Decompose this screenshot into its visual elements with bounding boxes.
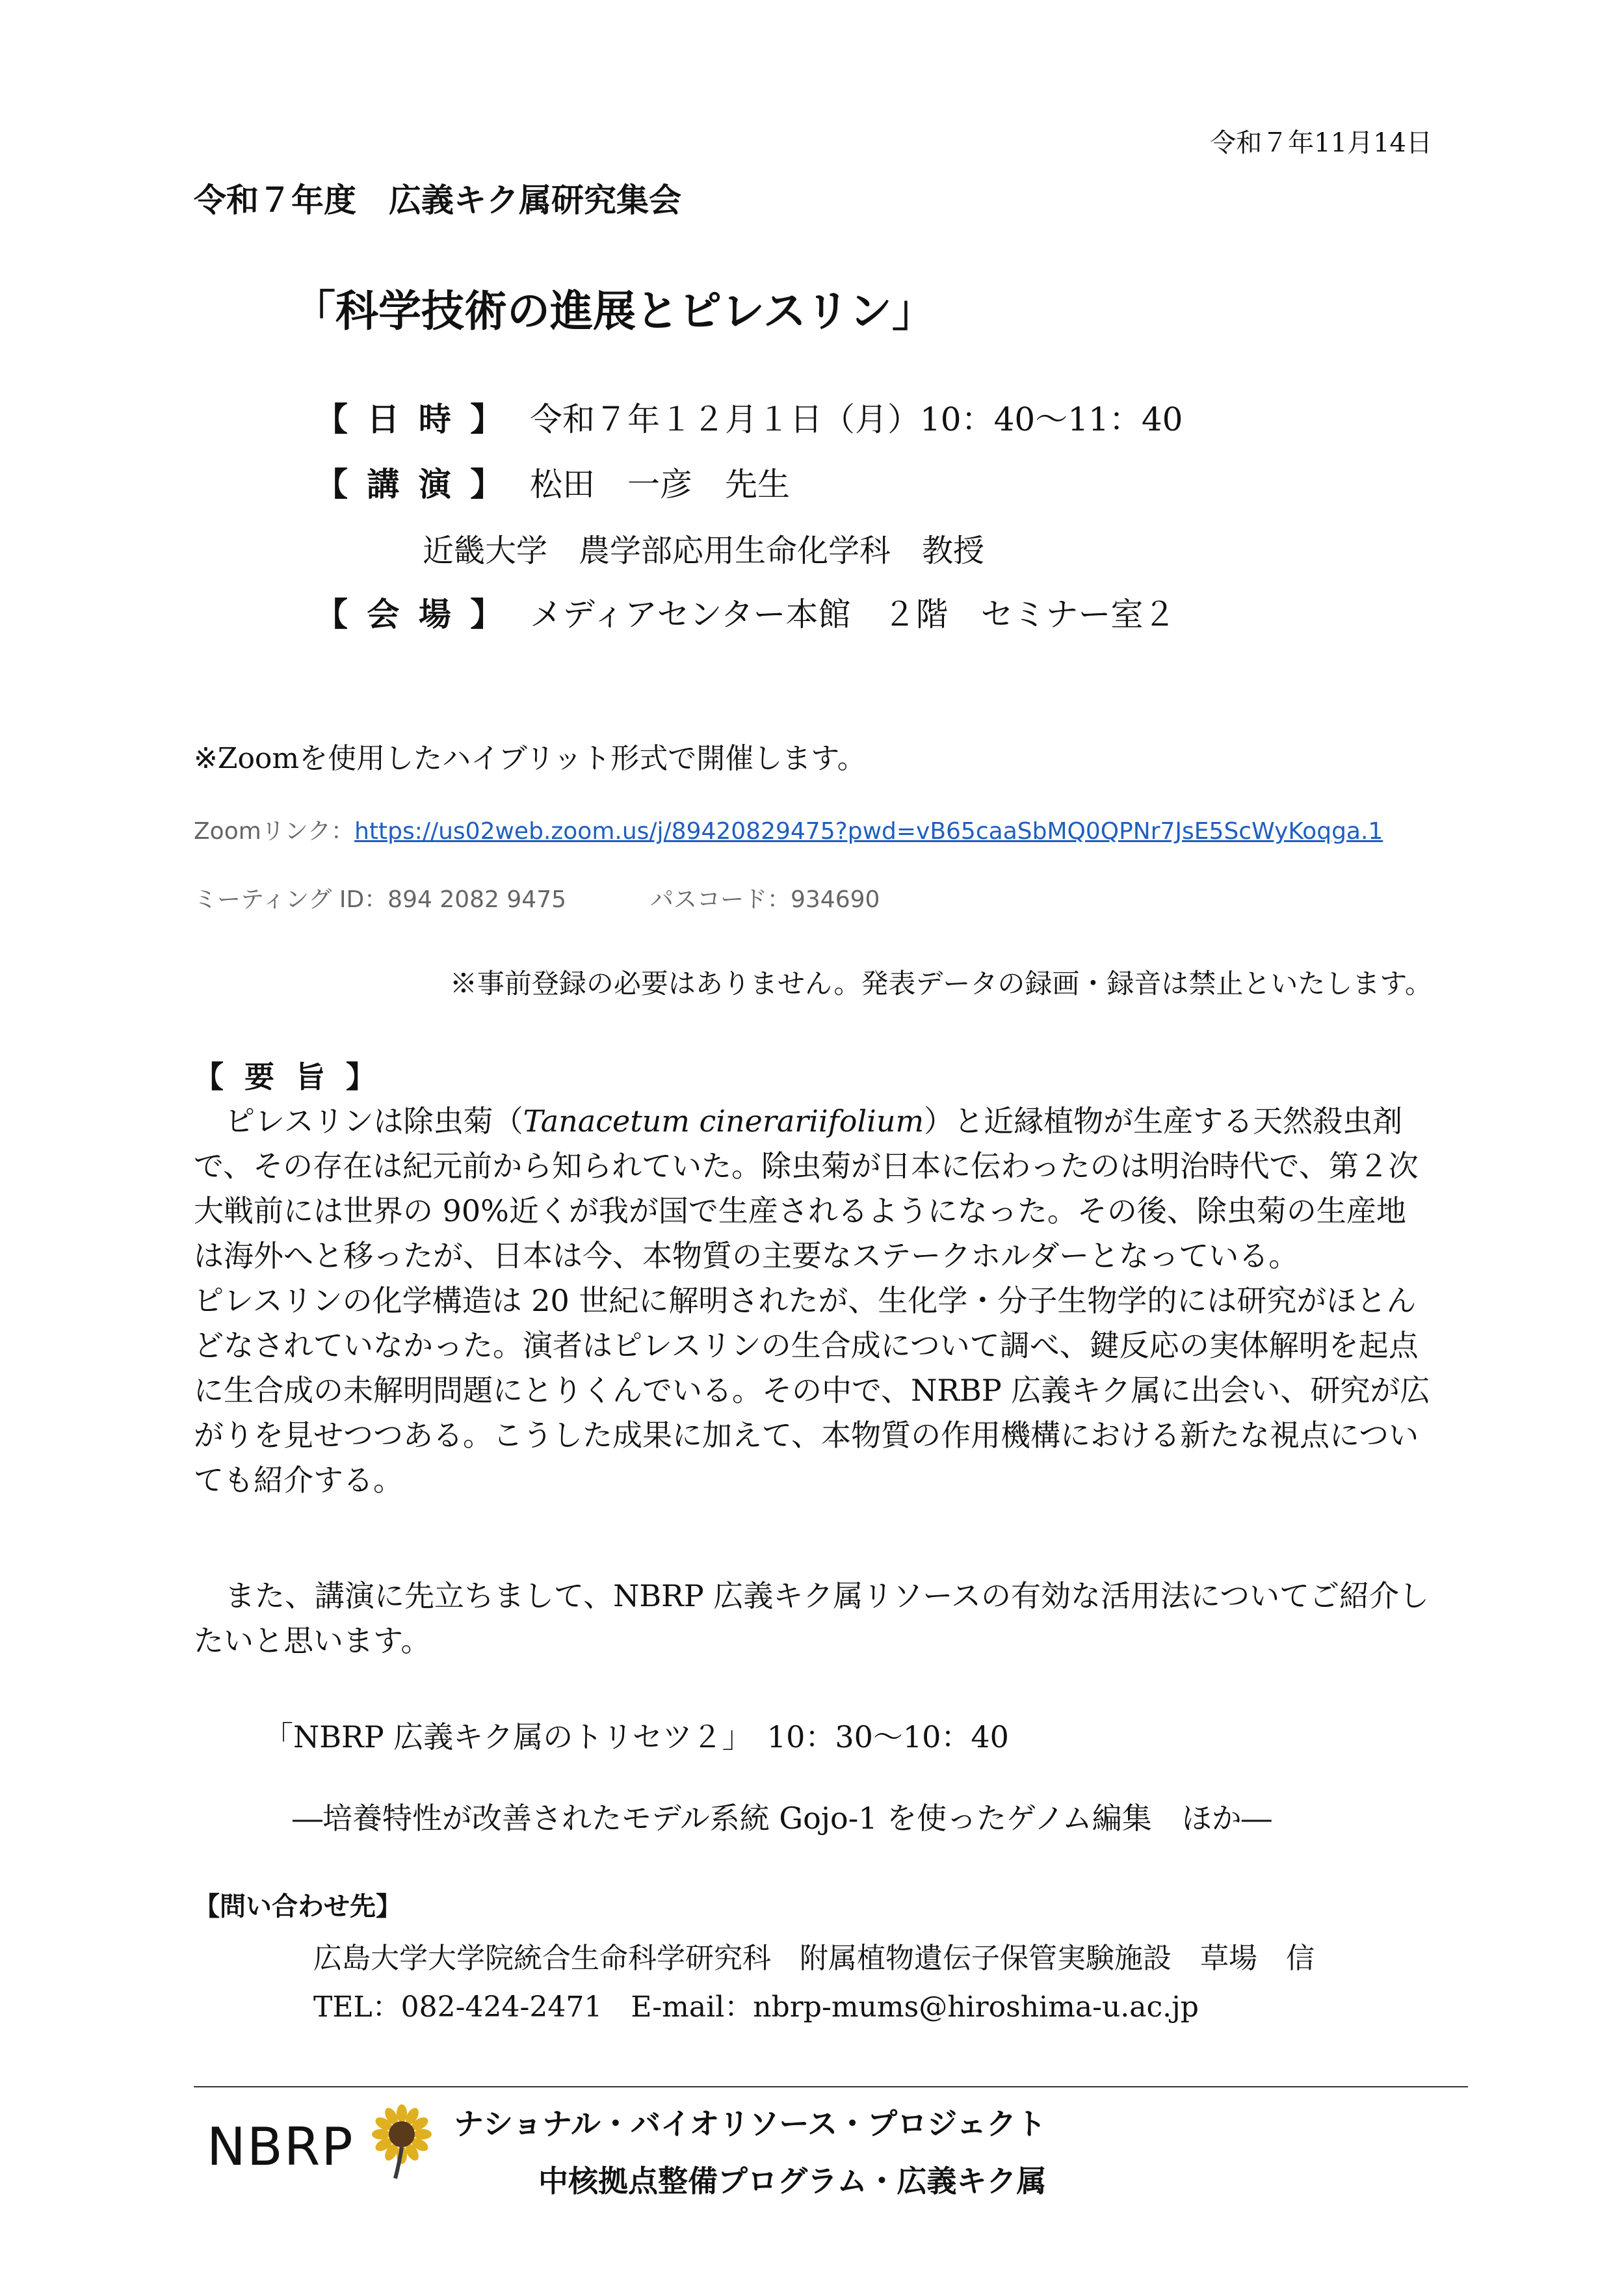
document-date: 令和７年11月14日 [1210,128,1432,158]
summary-heading: 【 要 旨 】 [194,1059,382,1094]
summary-p2-text: ピレスリンの化学構造は 20 世紀に解明されたが、生化学・分子生物学的には研究がほとんどなされていなかった。演者はピレスリンの生合成について調べ、鍵反応の実体解明を起点に生合成の未解明問題にとりくんでいる。その中で、NRBP 広義キク属に出会い、研究が広がりを見せつつある。こうした成果に加えて、本物質の作用機構における新たな視点についても紹介する。 [194,1283,1430,1498]
zoom-link-label: Zoomリンク： [194,818,355,845]
footer-program-name: 中核拠点整備プログラム・広義キク属 [538,2163,1047,2199]
passcode: パスコード：934690 [650,886,880,913]
speaker-label: 【 講 演 】 [315,465,507,503]
zoom-link[interactable]: https://us02web.zoom.us/j/89420829475?pwd=vB65caaSbMQ0QPNr7JsE5ScWyKoqga.1 [354,818,1383,845]
registration-note: ※事前登録の必要はありません。発表データの録画・録音は禁止といたします。 [449,968,1432,999]
venue-value: メディアセンター本館 ２階 セミナー室２ [530,596,1176,633]
contact-organization: 広島大学大学院統合生命科学研究科 附属植物遺伝子保管実験施設 草場 信 [313,1942,1315,1975]
flower-petal [397,2104,407,2123]
contact-details: TEL：082-424-2471 E-mail：nbrp-mums@hiroshima-u.ac.jp [313,1991,1199,2024]
talk-subtitle: ―培養特性が改善されたモデル系統 Gojo-1 を使ったゲノム編集 ほか― [293,1801,1272,1836]
speaker-affiliation: 近畿大学 農学部応用生命化学科 教授 [423,533,985,569]
nbrp-logo-text: NBRP [207,2117,354,2177]
summary-paragraph-2 [194,1278,1432,1503]
event-name: 令和７年度 広義キク属研究集会 [194,181,681,219]
summary-p1-end: ）と近縁植物が生産する天然殺虫剤で、その存在は紀元前から知られていた。除虫菊が日本に伝わったのは明治時代で、第２次大戦前には世界の 90%近くが我が国で生産されるようになった。その後、除虫菊の生産地は海外へと移ったが、日本は今、本物質の主要なステークホルダーとなっている。 [194,1104,1419,1273]
summary-paragraph-1 [194,1099,1432,1278]
species-name: Tanacetum cinerariifolium [523,1104,924,1139]
contact-heading: 【問い合わせ先】 [194,1892,402,1922]
summary-p1-start: ピレスリンは除虫菊（ [225,1104,523,1139]
zoom-link-line [194,813,1383,846]
speaker-value: 松田 一彦 先生 [530,466,790,503]
hybrid-note: ※Zoomを使用したハイブリット形式で開催します。 [194,742,866,775]
talk-title: 「NBRP 広義キク属のトリセツ２」 10：30～10：40 [263,1719,1009,1754]
summary-p3-text: また、講演に先立ちまして、NBRP 広義キク属リソースの有効な活用法についてご紹介したいと思います。 [194,1578,1430,1658]
flower-petal [372,2129,390,2139]
venue-label: 【 会 場 】 [315,595,507,633]
flower-center [389,2121,415,2147]
flower-logo-icon [369,2102,434,2180]
summary-paragraph-3 [194,1574,1432,1663]
datetime-value: 令和７年１２月１日（月）10：40～11：40 [530,401,1183,438]
flower-petal [413,2129,432,2139]
lecture-title: 「科学技術の進展とピレスリン」 [293,285,936,336]
datetime-label: 【 日 時 】 [315,400,507,438]
footer-project-name: ナショナル・バイオリソース・プロジェクト [454,2106,1047,2141]
meeting-id: ミーティング ID：894 2082 9475 [194,886,567,913]
footer-divider [194,2086,1468,2087]
